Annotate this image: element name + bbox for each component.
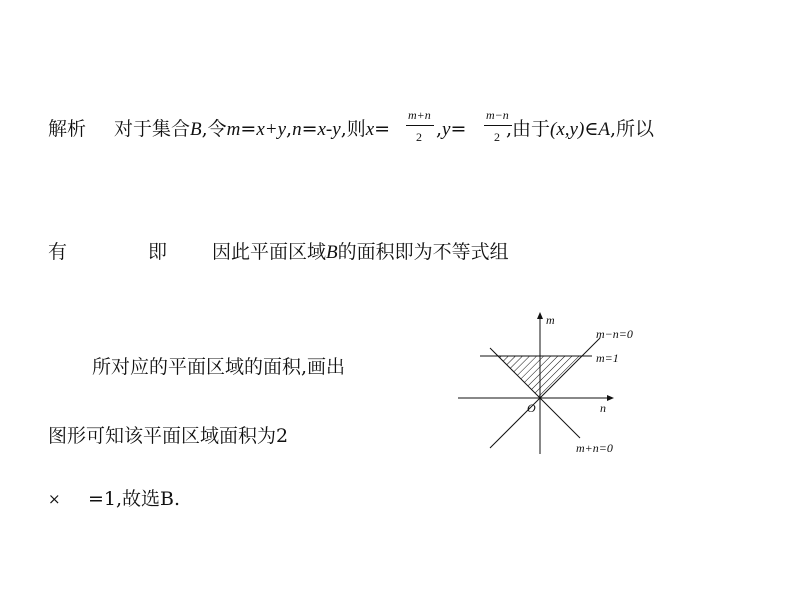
n-axis-arrow (607, 395, 614, 401)
set-b: B (190, 119, 202, 140)
equals: = (374, 118, 391, 140)
line2-you: 有 (48, 241, 68, 263)
comma: , (436, 118, 443, 140)
text-segment: 对于集合 (114, 118, 191, 140)
expr-x-minus-y: x-y (317, 119, 341, 140)
label-m-eq-1: m=1 (596, 351, 619, 365)
line1-text (114, 118, 390, 141)
comma: , (286, 118, 293, 140)
fraction2-numerator: m−n (486, 108, 509, 122)
line1-text-end (506, 118, 654, 141)
text-segment: 的面积即为不等式组 (337, 241, 509, 263)
var-x: x (365, 119, 375, 140)
text-segment: ,则 (340, 118, 366, 140)
label-m-plus-n: m+n=0 (576, 441, 613, 455)
line-m-minus-n (490, 338, 600, 448)
times-symbol: × (48, 490, 61, 508)
text-segment: ,令 (201, 118, 227, 140)
origin-label: O (527, 401, 536, 415)
fraction1-numerator: m+n (408, 108, 431, 122)
line2-text (212, 241, 509, 264)
var-n: n (292, 119, 302, 140)
set-b: B (326, 242, 338, 263)
fraction2-denominator: 2 (494, 130, 500, 144)
var-y: y (442, 119, 451, 140)
equals: = (301, 118, 318, 140)
line4-text: 图形可知该平面区域面积为2 (48, 425, 289, 447)
solution-label: 解析 (48, 118, 87, 140)
line5-text: =1,故选B. (88, 488, 181, 510)
equals: = (450, 118, 467, 140)
label-m-minus-n: m−n=0 (596, 327, 633, 341)
ordered-pair: (x,y) (550, 119, 585, 140)
axis-label-m: m (546, 313, 555, 327)
fraction1-bar (406, 125, 434, 126)
line1-text-mid (436, 118, 466, 141)
set-a: A (598, 119, 611, 140)
element-of-symbol: ∈ (584, 118, 599, 140)
expr-x-plus-y: x+y (256, 119, 287, 140)
m-axis-arrow (537, 312, 543, 319)
region-figure (450, 308, 650, 458)
text-segment: ,所以 (610, 118, 655, 140)
line3-text: 所对应的平面区域的面积,画出 (92, 356, 346, 378)
axis-label-n: n (600, 401, 606, 415)
equals: = (240, 118, 257, 140)
text-segment: 因此平面区域 (212, 241, 327, 263)
text-segment: ,由于 (506, 118, 551, 140)
line2-ji: 即 (148, 241, 168, 263)
var-m: m (226, 119, 241, 140)
fraction1-denominator: 2 (416, 130, 422, 144)
